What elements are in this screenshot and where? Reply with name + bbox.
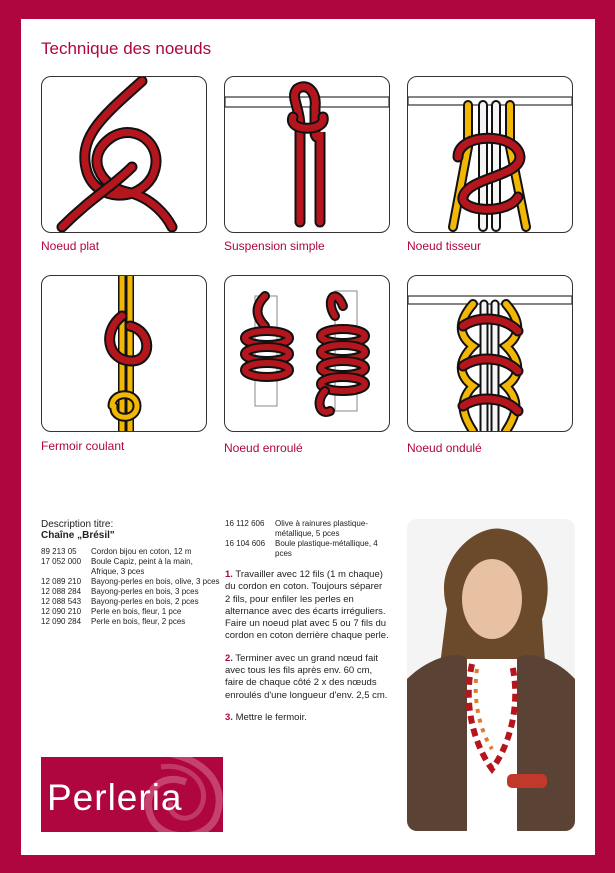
knot-illustration-weaver: [407, 76, 573, 233]
list-item: 12 089 210 Bayong-perles en bois, olive, 3 pces: [41, 577, 220, 586]
knot-illustration-sliding-clasp: [41, 275, 207, 432]
step-1: 1. Travailler avec 12 fils (1 m chaque) du cordon en coton. Toujours séparer 2 fils, pour enfiler les perles en alternance avec des écarts irréguliers. Faire un noeud plat avec 5 ou 7 fils du cordon en coton derrière chaque perle.: [225, 569, 389, 642]
caption-weaver-knot: Noeud tisseur: [407, 239, 482, 253]
list-item: 12 090 210 Perle en bois, fleur, 1 pce: [41, 607, 182, 616]
page-title: Technique des noeuds: [41, 39, 212, 58]
step-3: 3. Mettre le fermoir.: [225, 711, 307, 723]
knot-illustration-flat: [41, 76, 207, 233]
caption-flat-knot: Noeud plat: [41, 239, 100, 253]
list-item: 16 112 606 Olive à rainures plastique-métallique, 5 pces: [225, 519, 368, 538]
knot-illustration-coiled: [224, 275, 390, 432]
caption-suspension: Suspension simple: [224, 239, 325, 253]
brand-logo-text: Perleria: [47, 777, 183, 818]
description-subheading: Chaîne „Brésil": [41, 530, 115, 541]
page: [21, 19, 595, 855]
caption-wavy-knot: Noeud ondulé: [407, 441, 482, 455]
model-photo: [407, 519, 575, 831]
brand-logo: [41, 757, 223, 832]
description-heading: Description titre:: [41, 519, 114, 530]
list-item: 12 088 284 Bayong-perles en bois, 3 pces: [41, 587, 199, 596]
caption-coiled-knot: Noeud enroulé: [224, 441, 303, 455]
knot-illustration-suspension: [224, 76, 390, 233]
instructions: [225, 519, 390, 724]
list-item: 12 090 284 Perle en bois, fleur, 2 pces: [41, 617, 186, 626]
caption-sliding-clasp: Fermoir coulant: [41, 439, 125, 453]
list-item: 16 104 606 Boule plastique-métallique, 4 pces: [225, 539, 378, 558]
step-2: 2. Terminer avec un grand nœud fait avec tous les fils après env. 60 cm, faire de chaque côté 2 x des nœuds enroulés d'une longueur d'env. 2,5 cm.: [225, 652, 388, 701]
list-item: 89 213 05 Cordon bijou en coton, 12 m: [41, 547, 192, 556]
materials-list: [41, 519, 221, 627]
list-item: 17 052 000 Boule Capiz, peint à la main, Afrique, 3 pces: [41, 557, 193, 576]
list-item: 12 088 543 Bayong-perles en bois, 2 pces: [41, 597, 199, 606]
knot-illustration-wavy: [407, 275, 573, 432]
